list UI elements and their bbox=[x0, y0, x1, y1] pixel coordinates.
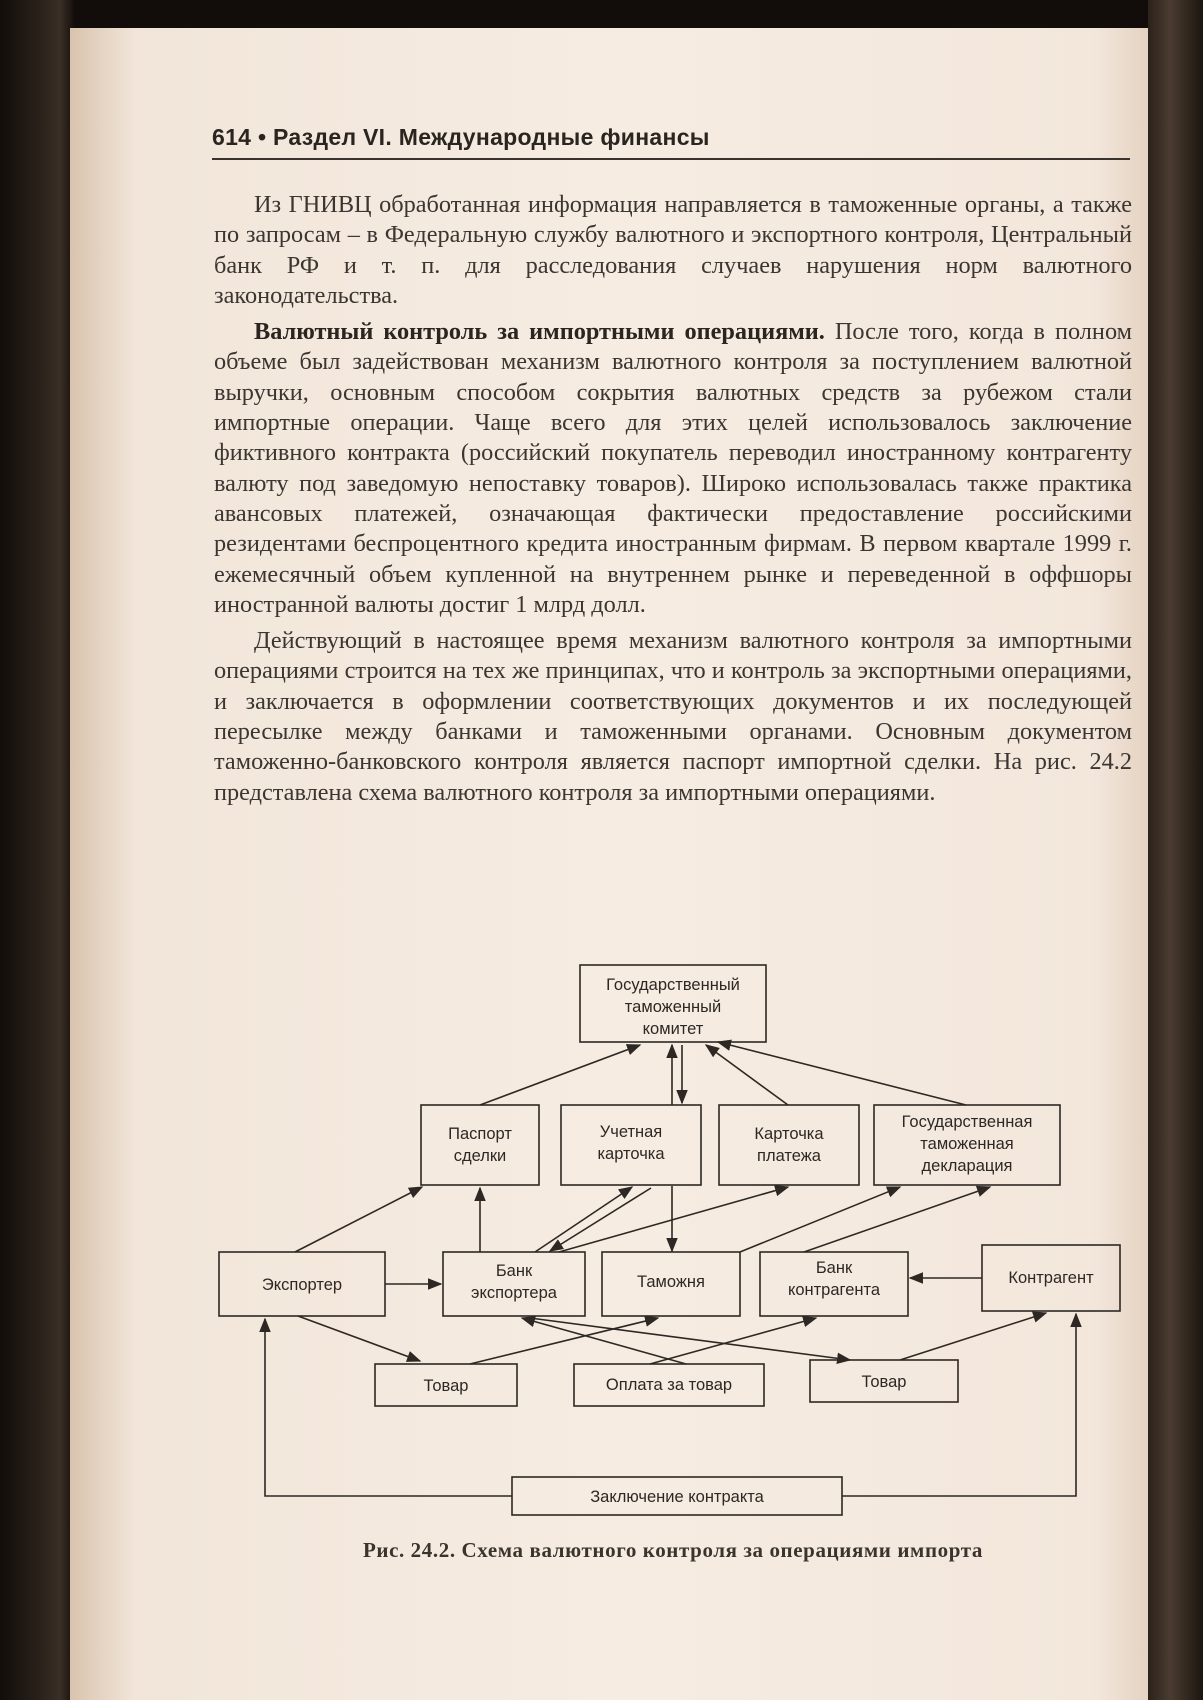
figure-24-2 bbox=[210, 955, 1130, 1530]
label-bank-exporter-1: Банк bbox=[495, 1262, 533, 1280]
label-goods-1: Товар bbox=[423, 1377, 469, 1395]
label-counterparty: Контрагент bbox=[1008, 1269, 1094, 1287]
label-customs: Таможня bbox=[637, 1273, 705, 1291]
label-passport-1: Паспорт bbox=[448, 1125, 512, 1143]
header-rule bbox=[212, 158, 1130, 160]
label-kartochka-1: Карточка bbox=[754, 1125, 824, 1143]
paragraph-2 bbox=[214, 317, 1132, 620]
label-gtd-3: декларация bbox=[921, 1157, 1013, 1175]
paragraph-2-text: После того, когда в полном объеме был задействован механизм валютного контроля за поступлением валютной выручки, основным способом сокрытия валютных средств за рубежом стали импортные операции. Чаще всего для этих целей использовалось заключение фиктивного контракта (российский покупатель переводил иностранному контрагенту валюту под заведомую непоставку товаров). Широко использовалась также практика авансовых платежей, означающая фактически предоставление российскими резидентами беспроцентного кредита иностранным фирмам. В первом квартале 1999 г. ежемесячный объем купленной на внутреннем рынке и переведенной в оффшоры иностранной валюты достиг 1 млрд долл. bbox=[214, 318, 1132, 618]
label-contract: Заключение контракта bbox=[590, 1488, 764, 1506]
label-gtk-1: Государственный bbox=[606, 976, 740, 994]
book-edge bbox=[1148, 0, 1203, 1700]
label-gtk-2: таможенный bbox=[624, 998, 722, 1016]
figure-caption: Рис. 24.2. Схема валютного контроля за операциями импорта bbox=[362, 1538, 984, 1562]
label-gtd-1: Государственная bbox=[901, 1113, 1033, 1131]
currency-control-diagram bbox=[210, 955, 1130, 1525]
paragraph-3: Действующий в настоящее время механизм валютного контроля за импортными операциями строится на тех же принципах, что и контроль за экспортными операциями, и заключается в оформлении соответствующих документов и их последующей пересылке между банками и таможенными органами. Основным документом таможенно-банковского контроля является паспорт импортной сделки. На рис. 24.2 представлена схема валютного контроля за импортными операциями. bbox=[214, 627, 1132, 806]
label-bank-counterparty-1: Банк bbox=[815, 1259, 853, 1277]
label-bank-counterparty-2: контрагента bbox=[787, 1281, 881, 1299]
running-header: 614 • Раздел VI. Международные финансы bbox=[212, 124, 710, 150]
label-gtd-2: таможенная bbox=[920, 1135, 1014, 1153]
label-payment: Оплата за товар bbox=[605, 1376, 733, 1394]
label-exporter: Экспортер bbox=[261, 1276, 343, 1294]
box-passport bbox=[421, 1105, 539, 1185]
box-kartochka bbox=[719, 1105, 859, 1185]
label-kartochka-2: платежа bbox=[757, 1147, 821, 1165]
paragraph-2-heading: Валютный контроль за импортными операциями. bbox=[254, 318, 825, 346]
diagram-arrows bbox=[265, 1042, 1076, 1496]
diagram-labels bbox=[262, 976, 1094, 1506]
paragraph-1: Из ГНИВЦ обработанная информация направляется в таможенные органы, а также по запросам – в Федеральную службу валютного и экспортного контроля, Центральный банк РФ и т. п. для расследования случаев нарушения норм валютного законодательства. bbox=[214, 191, 1132, 309]
label-uchet-1: Учетная bbox=[599, 1123, 663, 1141]
body-text bbox=[214, 190, 1132, 814]
label-bank-exporter-2: экспортера bbox=[471, 1284, 557, 1302]
label-gtk-3: комитет bbox=[642, 1020, 704, 1038]
label-goods-2: Товар bbox=[861, 1373, 907, 1391]
label-uchet-2: карточка bbox=[597, 1145, 665, 1163]
label-passport-2: сделки bbox=[453, 1147, 507, 1165]
